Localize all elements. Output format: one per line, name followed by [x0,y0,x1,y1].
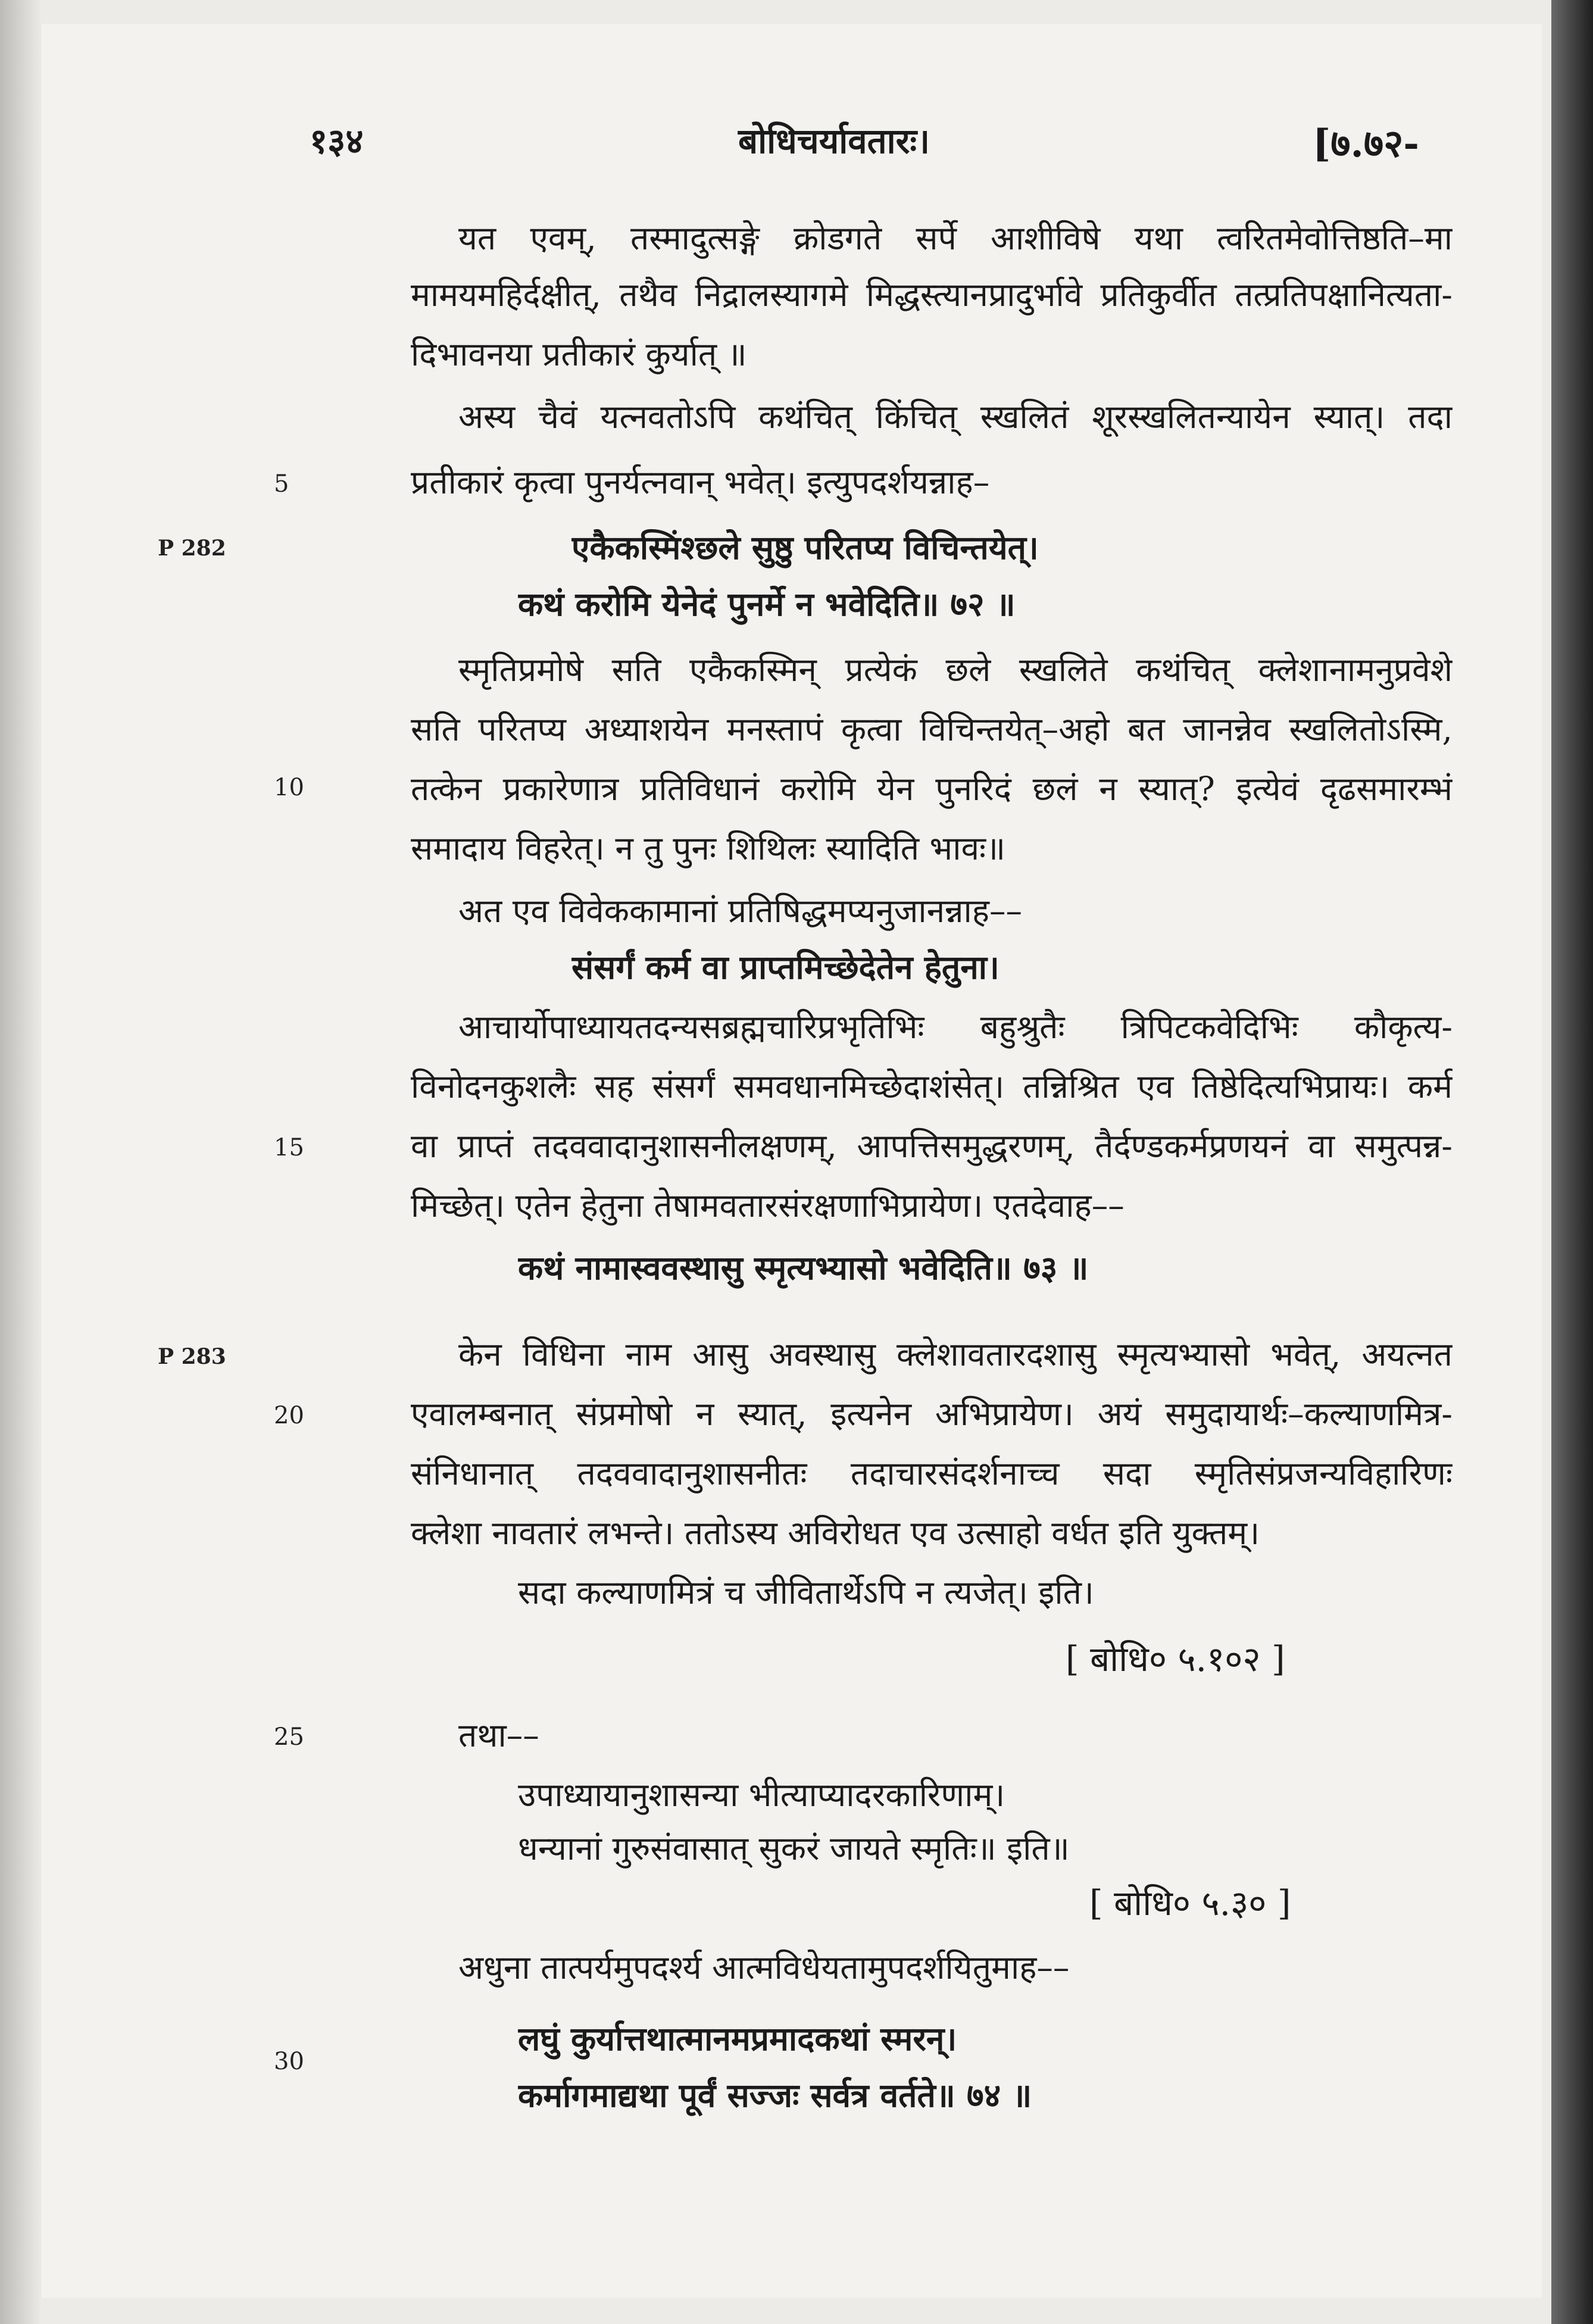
margin-note: P 282 [158,536,226,561]
line-number: 15 [274,1134,304,1161]
line-number: 25 [274,1723,304,1751]
text-line: एवालम्बनात् संप्रमोषो न स्यात्, इत्यनेन अभिप्रायेण। अयं समुदायार्थः–कल्याणमित्र- [411,1395,1453,1433]
line-number: 20 [274,1402,304,1429]
scan-left-edge [0,0,42,2324]
text-line: स्मृतिप्रमोषे सति एकैकस्मिन् प्रत्येकं छले स्खलिते कथंचित् क्लेशानामनुप्रवेशे [458,651,1453,689]
text-line: तत्केन प्रकारेणात्र प्रतिविधानं करोमि येन पुनरिदं छलं न स्यात्? इत्येवं दृढसमारम्भं [411,770,1453,808]
line-number: 5 [274,470,289,498]
text-line: विनोदनकुशलैः सह संसर्गं समवधानमिच्छेदाशंसेत्। तन्निश्रित एव तिष्ठेदित्यभिप्रायः। कर्म [411,1067,1453,1105]
verse-line: धन्यानां गुरुसंवासात् सुकरं जायते स्मृतिः॥ इति॥ [518,1829,1070,1867]
citation: [ बोधि० ५.३० ] [1089,1883,1291,1923]
text-line: समादाय विहरेत्। न तु पुनः शिथिलः स्यादिति भावः॥ [411,829,1006,867]
line-number: 10 [274,774,304,801]
verse-line: कर्मागमाद्यथा पूर्वं सज्जः सर्वत्र वर्तते॥ ७४ ॥ [518,2076,1032,2114]
verse-line: एकैकस्मिंश्छले सुष्ठु परितप्य विचिन्तयेत्। [571,528,1039,567]
citation: [ बोधि० ५.१०२ ] [1066,1639,1285,1679]
verse-line: कथं करोमि येनेदं पुनर्मे न भवेदिति॥ ७२ ॥ [518,585,1016,623]
page-header [0,116,1593,170]
text-line: मिच्छेत्। एतेन हेतुना तेषामवतारसंरक्षणाभिप्रायेण। एतदेवाह–– [411,1186,1125,1225]
book-binding-shadow [1551,0,1593,2324]
text-line: अधुना तात्पर्यमुपदर्श्य आत्मविधेयतामुपदर्शयितुमाह–– [458,1948,1070,1986]
text-line: आचार्योपाध्यायतदन्यसब्रह्मचारिप्रभृतिभिः बहुश्रुतैः त्रिपिटकवेदिभिः कौकृत्य- [458,1008,1453,1046]
text-line: वा प्राप्तं तदववादानुशासनीलक्षणम्, आपत्तिसमुद्धरणम्, तैर्दण्डकर्मप्रणयनं वा समुत्पन्न- [411,1127,1453,1165]
verse-reference: [७.७२- [1313,121,1419,166]
text-line: संनिधानात् तदववादानुशासनीतः तदाचारसंदर्शनाच्च सदा स्मृतिसंप्रजन्यविहारिणः [411,1454,1453,1492]
verse-line: संसर्गं कर्म वा प्राप्तमिच्छेदेतेन हेतुना। [571,948,999,986]
text-line: अस्य चैवं यत्नवतोऽपि कथंचित् किंचित् स्खलितं शूरस्खलितन्यायेन स्यात्। तदा [458,398,1453,436]
verse-line: कथं नामास्ववस्थासु स्मृत्यभ्यासो भवेदिति॥ ७३ ॥ [518,1248,1089,1287]
text-line: मामयमहिर्दक्षीत्, तथैव निद्रालस्यागमे मिद्धस्त्यानप्रादुर्भावे प्रतिकुर्वीत तत्प्रतिपक्षानित्यता- [411,276,1453,314]
page-number: १३४ [310,121,364,161]
text-line: तथा–– [458,1716,539,1754]
text-line: अत एव विवेककामानां प्रतिषिद्धमप्यनुजानन्नाह–– [458,892,1022,930]
verse-line: लघुं कुर्यात्तथात्मानमप्रमादकथां स्मरन्। [518,2019,957,2058]
text-line: प्रतीकारं कृत्वा पुनर्यत्नवान् भवेत्। इत्युपदर्शयन्नाह– [411,463,990,501]
text-line: केन विधिना नाम आसु अवस्थासु क्लेशावतारदशासु स्मृत्यभ्यासो भवेत्, अयत्नत [458,1335,1453,1373]
text-line: क्लेशा नावतारं लभन्ते। ततोऽस्य अविरोधत एव उत्साहो वर्धत इति युक्तम्। [411,1514,1260,1552]
text-line: सति परितप्य अध्याशयेन मनस्तापं कृत्वा विचिन्तयेत्–अहो बत जानन्नेव स्खलितोऽस्मि, [411,710,1453,748]
text-line: दिभावनया प्रतीकारं कुर्यात् ॥ [411,335,747,373]
text-line: सदा कल्याणमित्रं च जीवितार्थेऽपि न त्यजेत्। इति। [518,1573,1094,1611]
margin-note: P 283 [158,1344,226,1369]
line-number: 30 [274,2048,304,2075]
text-line: यत एवम्, तस्मादुत्सङ्गे क्रोडगते सर्पे आशीविषे यथा त्वरितमेवोत्तिष्ठति–मा [458,219,1453,257]
verse-line: उपाध्यायानुशासन्या भीत्याप्यादरकारिणाम्। [518,1776,1005,1814]
running-title: बोधिचर्यावतारः। [738,121,930,161]
